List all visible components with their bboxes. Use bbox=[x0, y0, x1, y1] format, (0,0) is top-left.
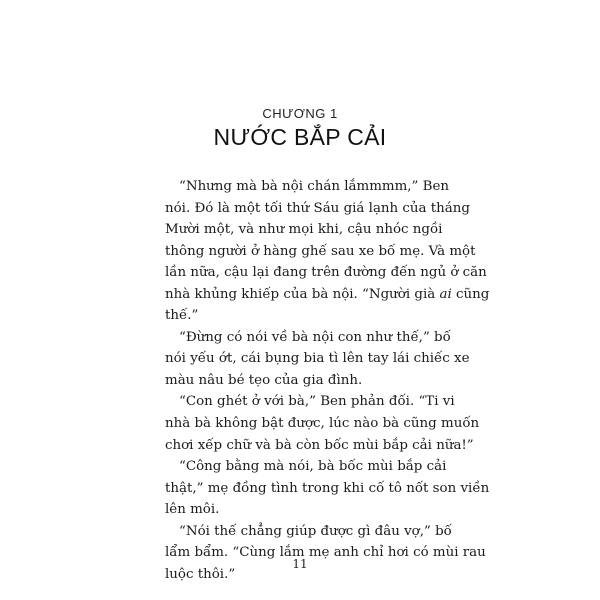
text-line: nói yếu ớt, cái bụng bia tì lên tay lái chiếc xe bbox=[165, 351, 470, 367]
text-line: luộc thôi.” bbox=[165, 566, 236, 582]
chapter-label: CHƯƠNG 1 bbox=[262, 106, 338, 121]
text-line: “Nhưng mà bà nội chán lắmmmm,” Ben bbox=[179, 179, 450, 194]
text-line: nói. Đó là một tối thứ Sáu giá lạnh của tháng bbox=[165, 200, 470, 216]
body-text bbox=[165, 176, 490, 585]
text-line: “Nói thế chẳng giúp được gì đâu vợ,” bố bbox=[179, 523, 452, 539]
text-line: thật,” mẹ đồng tình trong khi cố tô nốt son viền bbox=[165, 480, 490, 496]
text-line: thông người ở hàng ghế sau xe bố mẹ. Và một bbox=[165, 243, 476, 259]
text-line: “Công bằng mà nói, bà bốc mùi bắp cải bbox=[179, 459, 447, 475]
text-line: lần nữa, cậu lại đang trên đường đến ngủ ở căn bbox=[165, 265, 487, 281]
text-line: nhà khủng khiếp của bà nội. “Người già ai cũng bbox=[165, 286, 490, 302]
text-line: “Con ghét ở với bà,” Ben phản đối. “Ti vi bbox=[179, 394, 455, 410]
text-line: “Đừng có nói về bà nội con như thế,” bố bbox=[179, 329, 451, 345]
text-line: lên môi. bbox=[165, 502, 220, 518]
text-line: lẩm bẩm. “Cùng lắm mẹ anh chỉ hơi có mùi rau bbox=[165, 545, 486, 561]
text-line: chơi xếp chữ và bà còn bốc mùi bắp cải nữa!” bbox=[165, 437, 474, 453]
text-line: màu nâu bé tẹo của gia đình. bbox=[165, 372, 363, 388]
text-line: thế.” bbox=[165, 308, 199, 324]
text-line: nhà bà không bật được, lúc nào bà cũng muốn bbox=[165, 416, 480, 432]
page-number: 11 bbox=[292, 557, 308, 571]
emphasis: ai bbox=[439, 286, 452, 302]
text-line: Mười một, và như mọi khi, cậu nhóc ngồi bbox=[165, 222, 443, 238]
chapter-title: NƯỚC BẮP CẢI bbox=[213, 124, 387, 150]
